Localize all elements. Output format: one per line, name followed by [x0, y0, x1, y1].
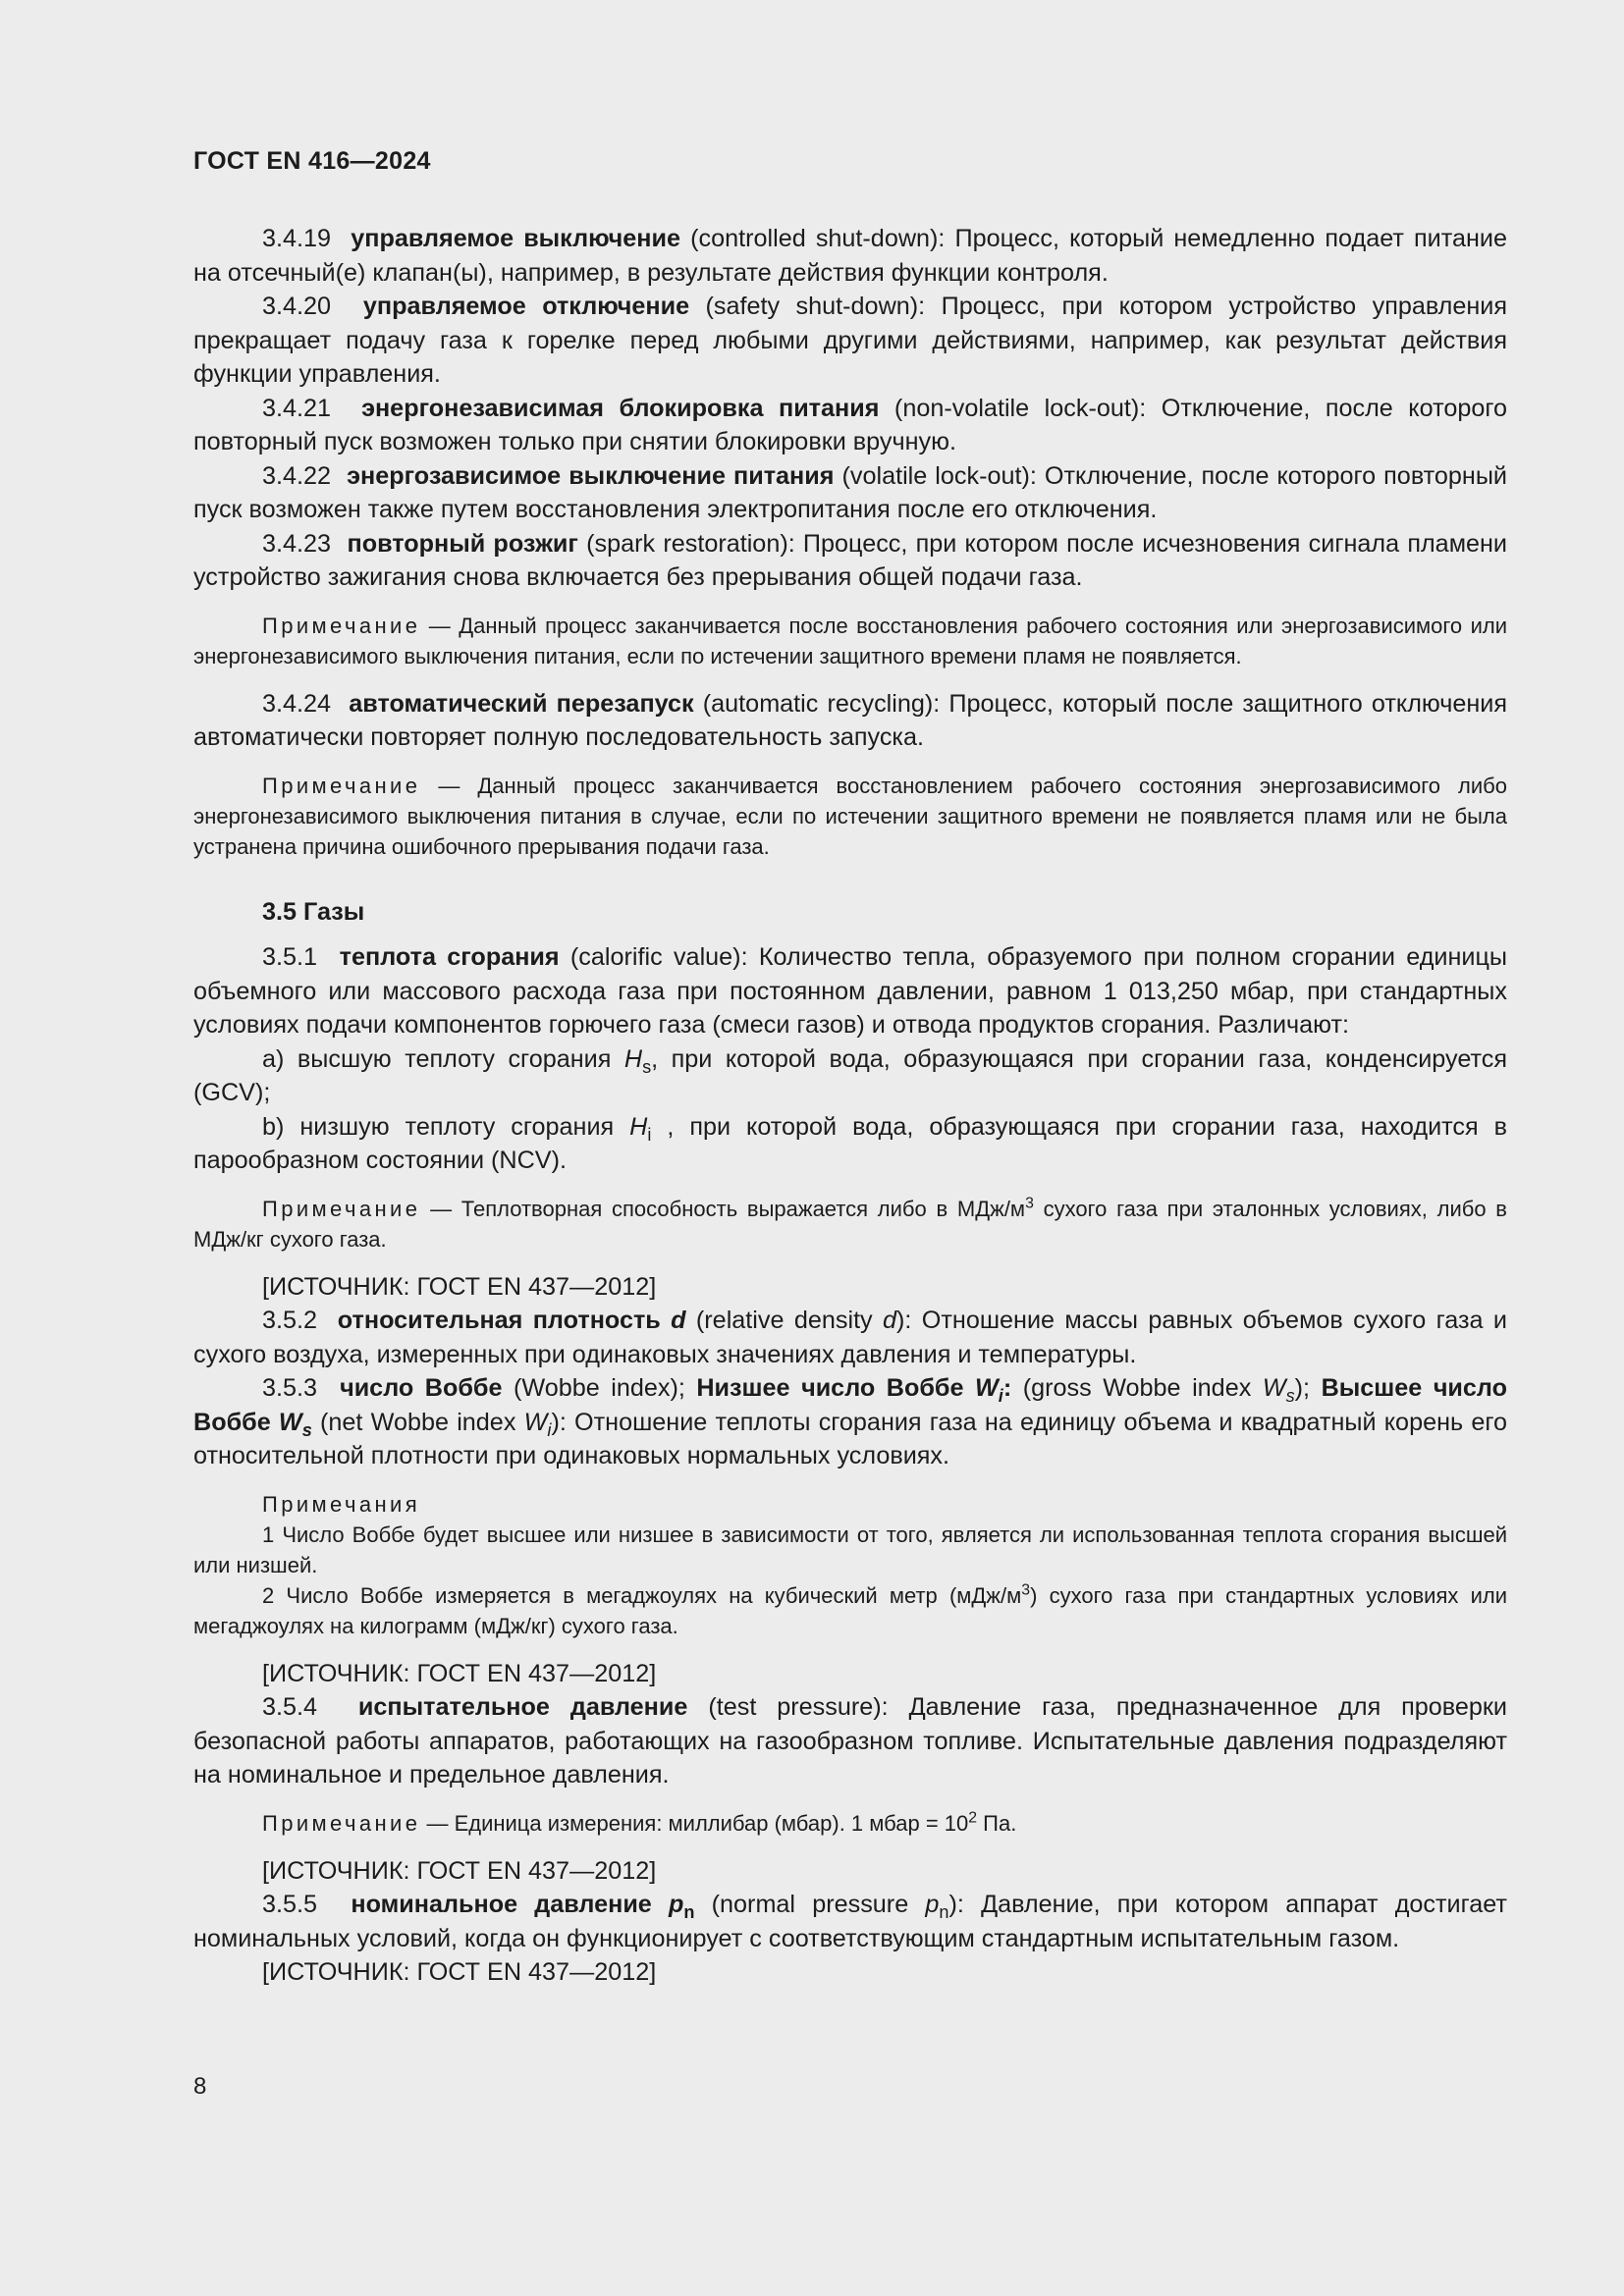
note-label: Примечание: [262, 773, 421, 798]
note-2: [193, 771, 1507, 862]
clause-term: испытательное давление: [357, 1693, 688, 1721]
clause-term: управляемое выключение: [351, 225, 680, 252]
clause-3-4-22: [193, 459, 1507, 527]
clause-3-5-1: [193, 940, 1507, 1042]
note-label: Примечание: [262, 1810, 421, 1836]
document-body: [193, 222, 1507, 1990]
source-reference: [ИСТОЧНИК: ГОСТ EN 437—2012]: [262, 1856, 657, 1885]
clause-term: Низшее число Воббе $W_i$:: [696, 1374, 1012, 1407]
clause-text: (calorific value): Количество тепла, образуемого при полном сгорании единицы объемного или массового расхода газа при постоянном давлении, равном 1 013,250 мбар, при стандартных условиях подачи компонентов горючего газа (смеси газов) и отвода продуктов сгорания. Различают:: [193, 943, 1508, 1039]
clause-3-4-19: [193, 222, 1507, 290]
source-reference: [ИСТОЧНИК: ГОСТ EN 437—2012]: [262, 1958, 657, 1986]
clause-3-5-4: [193, 1690, 1507, 1792]
clause-term: относительная плотность d: [337, 1307, 686, 1334]
clause-term: автоматический перезапуск: [349, 689, 694, 718]
clause-3-5-5: 3.5.5 номинальное давление $p_n$ (normal pressure $p_n$): Давление, при котором аппарат достигает номинальных условий, когда он функционирует с соответствующим стандартным испытательным газом.: [193, 1891, 1507, 1952]
note-item-2: 2 Число Воббе измеряется в мегаджоулях на кубический метр $(мДж/м^3)$ сухого газа при стандартных условиях или мегаджоулях на килограмм (мДж/кг) сухого газа.: [193, 1581, 1507, 1638]
clause-text: (volatile lock-out): Отключение, после которого повторный пуск возможен также путем восстановления электропитания после его отключения.: [193, 461, 1507, 523]
clause-number: 3.5.3: [262, 1374, 318, 1402]
section-heading-3-5: 3.5 Газы: [262, 897, 365, 926]
clause-3-4-20: [193, 290, 1507, 392]
clause-number: 3.4.22: [262, 461, 332, 490]
clause-term: управляемое отключение: [362, 293, 690, 320]
notes-4: [193, 1489, 1507, 1641]
note-item-1: 1 Число Воббе будет высшее или низшее в зависимости от того, является ли использованная теплота сгорания высшей или низшей.: [193, 1522, 1507, 1577]
clause-3-5-3: 3.5.3 число Воббе (Wobbe index); Низшее число Воббе $W_i$: (gross Wobbe index $W_s$); Высшее число Воббе $W_s$ (net Wobbe index $W_i$): Отношение теплоты сгорания газа на единицу объема и квадратный корень его относительной плотности при одинаковых нормальных условиях.: [193, 1374, 1507, 1469]
clause-number: 3.4.24: [262, 689, 332, 718]
clause-number: 3.5.1: [262, 943, 318, 971]
note-1: [193, 611, 1507, 671]
clause-term: повторный розжиг: [347, 529, 578, 558]
clause-3-4-21: [193, 392, 1507, 459]
clause-text: (spark restoration): Процесс, при котором после исчезновения сигнала пламени устройство зажигания снова включается без прерывания общей подачи газа.: [193, 529, 1507, 591]
clause-number: 3.4.21: [262, 394, 332, 422]
note-text: — Данный процесс заканчивается восстановлением рабочего состояния энергозависимого либо энергонезависимого выключения питания в случае, если по истечении защитного времени не появляется пламя или не была устранена причина ошибочного прерывания подачи газа.: [193, 773, 1507, 859]
note-label: Примечание: [262, 613, 421, 638]
clause-term: Высшее число Воббе $W_s$: [193, 1374, 1507, 1440]
clause-text: (controlled shut-down): Процесс, который немедленно подает питание на отсечный(е) клапан(ы), например, в результате действия функции контроля.: [193, 225, 1507, 287]
clause-text: (automatic recycling): Процесс, который после защитного отключения автоматически повторяет полную последовательность запуска.: [193, 689, 1507, 751]
clause-term: энергонезависимая блокировка питания: [361, 394, 880, 422]
clause-term: теплота сгорания: [339, 943, 560, 971]
clause-3-4-24: [193, 687, 1507, 755]
note-5: Примечание — Единица измерения: миллибар (мбар). 1 мбар = $10^2$ Па.: [262, 1809, 1017, 1836]
document-header: ГОСТ EN 416—2024: [193, 147, 431, 175]
clause-number: 3.4.20: [262, 293, 332, 320]
clause-number: 3.5.4: [262, 1693, 318, 1721]
clause-number: 3.4.19: [262, 225, 332, 252]
list-item-b: b) низшую теплоту сгорания $H_i$ , при которой вода, образующаяся при сгорании газа, находится в парообразном состоянии (NCV).: [193, 1112, 1507, 1174]
clause-text: (safety shut-down): Процесс, при котором устройство управления прекращает подачу газа к горелке перед любыми другими действиями, например, как результат действия функции управления.: [193, 293, 1508, 388]
source-reference: [ИСТОЧНИК: ГОСТ EN 437—2012]: [262, 1272, 657, 1301]
clause-number: 3.4.23: [262, 529, 332, 558]
note-3: Примечание — Теплотворная способность выражается либо в МДж/$м^3$ сухого газа при эталонных условиях, либо в МДж/кг сухого газа.: [193, 1195, 1507, 1252]
clause-number: 3.5.2: [262, 1307, 318, 1334]
note-text: — Данный процесс заканчивается после восстановления рабочего состояния или энергозависимого или энергонезависимого выключения питания, если по истечении защитного времени пламя не появляется.: [193, 613, 1507, 668]
clause-number: 3.5.5: [262, 1891, 318, 1918]
notes-label: Примечания: [262, 1491, 421, 1517]
clause-term: энергозависимое выключение питания: [347, 461, 835, 490]
clause-3-5-2: 3.5.2 относительная плотность d (relative density d): Отношение массы равных объемов сухого газа и сухого воздуха, измеренных при одинаковых значениях давления и температуры.: [193, 1307, 1507, 1368]
clause-term: номинальное давление $p_n$: [351, 1891, 695, 1923]
clause-text: (test pressure): Давление газа, предназначенное для проверки безопасной работы аппаратов, работающих на газообразном топливе. Испытательные давления подразделяют на номинальное и предельное давления.: [193, 1693, 1508, 1789]
page-number: 8: [193, 2073, 207, 2100]
note-label: Примечание: [262, 1196, 421, 1221]
list-item-a: а) высшую теплоту сгорания $H_s$, при которой вода, образующаяся при сгорании газа, конденсируется (GCV);: [193, 1044, 1507, 1106]
clause-text: (non-volatile lock-out): Отключение, после которого повторный пуск возможен только при снятии блокировки вручную.: [193, 394, 1507, 455]
clause-3-4-23: [193, 527, 1507, 595]
source-reference: [ИСТОЧНИК: ГОСТ EN 437—2012]: [262, 1659, 657, 1687]
clause-term: число Воббе: [340, 1374, 503, 1402]
